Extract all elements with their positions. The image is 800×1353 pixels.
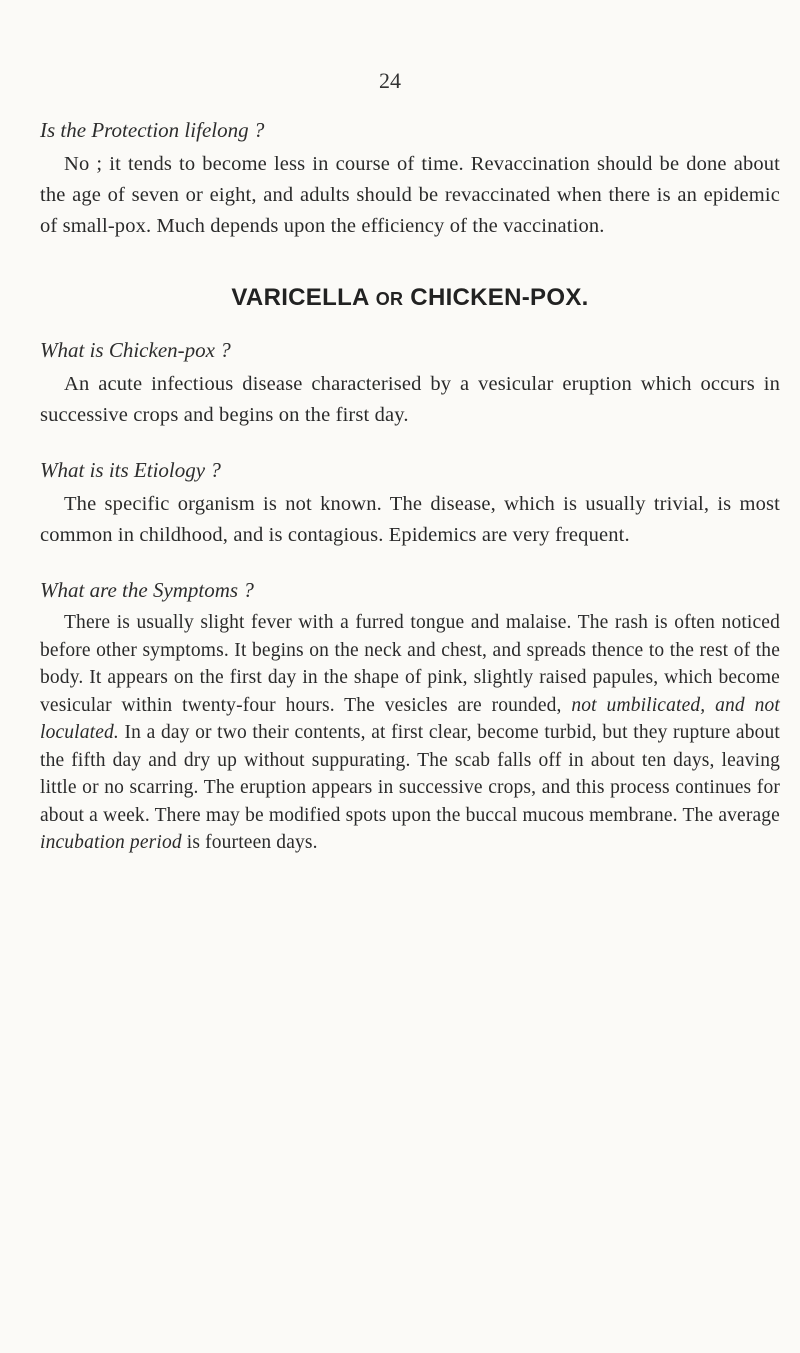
chapter-heading-part2: CHICKEN-POX. [403,284,589,311]
answer-symptoms-emphasis-1: not umbilicated, and not loculated. [40,694,780,743]
answer-symptoms-emphasis-2: incubation period [40,832,182,853]
answer-symptoms [40,609,780,857]
question-symptoms: What are the Symptoms ? [40,578,254,602]
chapter-heading-or: OR [375,289,404,309]
answer-protection-lifelong: No ; it tends to become less in course of time. Revaccination should be done about the age of seven or eight, and adults should be revaccinated when there is an epidemic of small-pox. Much depends upon the efficiency of the vaccination. [40,153,780,237]
question-etiology: What is its Etiology ? [40,458,221,482]
question-protection-lifelong: Is the Protection lifelong ? [40,118,265,142]
book-page [40,0,780,857]
answer-symptoms-text-3: is fourteen days. [181,832,318,853]
page-number: 24 [379,68,401,93]
answer-symptoms-text-1: There is usually slight fever with a furred tongue and malaise. The rash is often noticed before other symptoms. It begins on the neck and chest, and spreads thence to the rest of the body. It appears on the first day in the shape of pink, slightly raised papules, which become vesicular within twenty-four hours. The vesicles are rounded, [40,612,780,716]
chapter-heading-part1: VARICELLA [231,284,376,311]
answer-symptoms-text-2: In a day or two their contents, at first clear, become turbid, but they rupture about the fifth day and dry up without suppurating. The scab falls off in about ten days, leaving little or no scarring. The eruption appears in successive crops, and this process continues for about a week. There may be modified spots upon the buccal mucous membrane. The average [40,722,780,826]
question-what-is-chickenpox: What is Chicken-pox ? [40,338,231,362]
chapter-heading [40,284,780,312]
answer-what-is-chickenpox: An acute infectious disease characterised by a vesicular eruption which occurs in successive crops and begins on the first day. [40,373,780,426]
answer-etiology: The specific organism is not known. The disease, which is usually trivial, is most common in childhood, and is contagious. Epidemics are very frequent. [40,493,780,546]
